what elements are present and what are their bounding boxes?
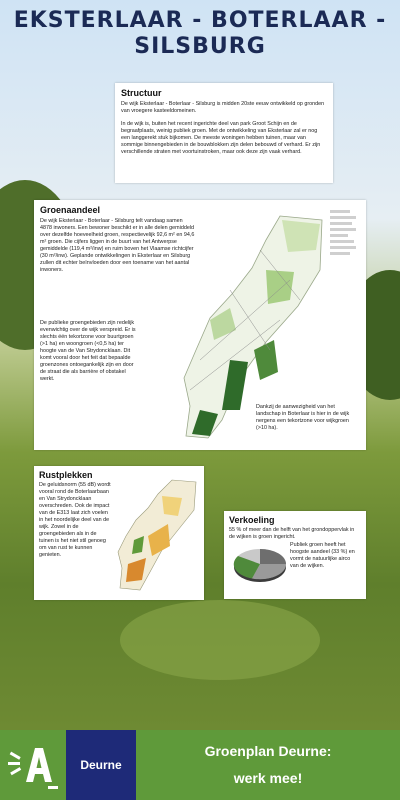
antwerpen-a-logo-icon (0, 730, 66, 800)
verkoeling-pie-chart (232, 543, 288, 585)
structuur-text-2: In de wijk is, buiten het recent ingerichte deel van park Groot Schijn en de begraafplaats, weinig publiek groen. Met de ontwikkeling van Eksterlaar zal er nog een langgerekt stuk bijkomen. De meeste woningen hebben tuinen, maar van sommige binnengebieden in de bouwblokken zijn delen bebouwd of verhard. Er zijn verschillende straten met voortuinstroken, maar ook deze zijn vaak verhard. (121, 121, 321, 155)
groenaandeel-heading: Groenaandeel (40, 205, 101, 215)
groenaandeel-text-1: De wijk Eksterlaar - Boterlaar - Silsburg telt vandaag samen 4878 inwoners. Een bewoner beschikt er in alle delen gemiddeld over dezelfde hoeveelheid groen, respectievelijk 92,6 m² en 94,6 m² groen. Die cijfers liggen in de buurt van het Antwerpse gemiddelde (119,4 m²/inw) en ruim boven het Vlaamse richtcijfer (30 m²/inw). Geplande ontwikkelingen in Eksterlaar en Silsburg zullen dit echter beïnvloeden door een toename van het aantal inwoners. (40, 218, 195, 273)
slogan (136, 730, 400, 800)
verkoeling-panel (224, 511, 366, 599)
footer-band (0, 730, 400, 800)
antwerpen-a-logo-box (0, 730, 66, 800)
rustplekken-panel (34, 466, 204, 600)
rustplekken-heading: Rustplekken (39, 470, 93, 480)
verkoeling-text-1: 55 % of meer dan de helft van het grondoppervlak in de wijken is groen ingericht. (229, 527, 355, 540)
map-legend (330, 210, 360, 258)
verkoeling-heading: Verkoeling (229, 515, 275, 525)
structuur-text-1: De wijk Eksterlaar - Boterlaar - Silsburg is midden 20ste eeuw ontwikkeld op gronden van vroegere kasteeldomeinen. (121, 101, 325, 114)
rustplekken-map (112, 476, 200, 594)
groenaandeel-text-3: Dankzij de aanwezigheid van het landschap in Boterlaar is hier in de wijk nergens een tekortzone voor wijkgroen (>10 ha). (256, 404, 350, 431)
structuur-heading: Structuur (121, 88, 162, 98)
page-title: EKSTERLAAR - BOTERLAAR - SILSBURG (13, 8, 387, 59)
groenaandeel-text-2: De publieke groengebieden zijn redelijk evenwichtig over de wijk verspreid. Er is slechts één tekortzone voor buurtgroen (>1 ha) en woongroen (<0,5 ha) ter hoogte van de Van Strydoncklaan. Dit komt vooral door het feit dat bepaalde groenzones ontoegankelijk zijn en door de straat die als barrière of obstakel werkt. (40, 320, 136, 382)
slogan-line-2: werk mee! (233, 770, 303, 786)
shrub-bottom (120, 600, 320, 680)
groenaandeel-map (170, 210, 330, 442)
verkoeling-text-2: Publiek groen heeft het hoogste aandeel (33 %) en vormt de natuurlijke airco van de wijken. (290, 542, 355, 569)
slogan-line-1: Groenplan Deurne: (204, 743, 332, 759)
deurne-brand: Deurne (66, 730, 136, 800)
groenaandeel-panel (34, 200, 366, 450)
structuur-panel (115, 83, 333, 183)
rustplekken-text: De geluidsnorm (55 dB) wordt vooral rond de Boterlaarbaan en Van Strydoncklaan overschreden. Ook de impact van de E313 laat zich voelen in het noordelijke deel van de wijk. Zowel in de groengebieden als in de tuinen is het niet stil genoeg om van rust te kunnen genieten. (39, 482, 111, 558)
